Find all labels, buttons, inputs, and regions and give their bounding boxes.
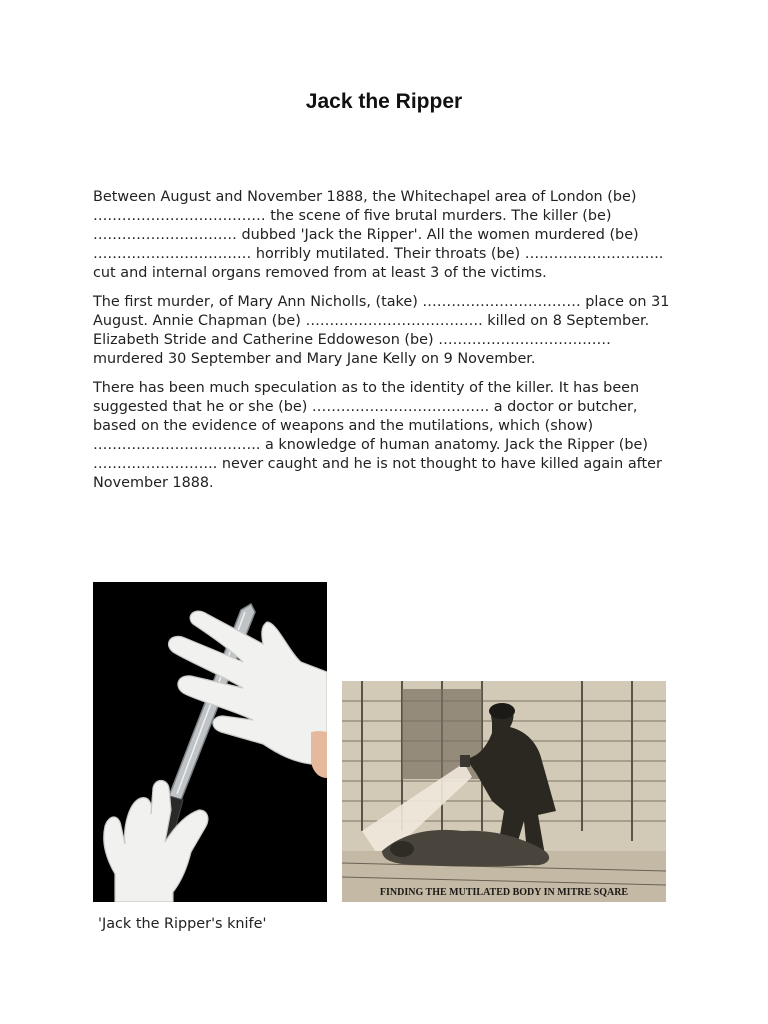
photo-caption: 'Jack the Ripper's knife' (98, 916, 267, 932)
knife-photo-illustration (93, 582, 327, 902)
sketch-illustration (342, 681, 666, 902)
body-text (93, 188, 673, 503)
paragraph-3: There has been much speculation as to the identity of the killer. It has been suggested that he or she (be) ………………………………. a doctor or butcher, based on the evidence of weapons and the mutilations, which (show) …………………………….. a knowledge of human anatomy. Jack the Ripper (be) …………………….. never caught and he is not thought to have killed again after November 1888. (93, 380, 662, 491)
paragraph-2: The first murder, of Mary Ann Nicholls, (take) …………………………… place on 31 August. Annie Chapman (be) ………………………………. killed on 8 September. Elizabeth Stride and Catherine Eddoweson (be) ……………………………… murdered 30 September and Mary Jane Kelly on 9 November. (93, 294, 670, 367)
knife-photo (93, 582, 327, 902)
paragraph-1: Between August and November 1888, the Whitechapel area of London (be) ……………………………… the scene of five brutal murders. The killer (be) ………………………… dubbed 'Jack the Ripper'. All the women murdered (be) …………………………… horribly mutilated. Their throats (be) ……………………….. cut and internal organs removed from at least 3 of the victims. (93, 189, 664, 281)
page-title: Jack the Ripper (305, 90, 463, 113)
sketch-caption: FINDING THE MUTILATED BODY IN MITRE SQARE (379, 887, 629, 898)
sketch-drawing (342, 681, 666, 902)
